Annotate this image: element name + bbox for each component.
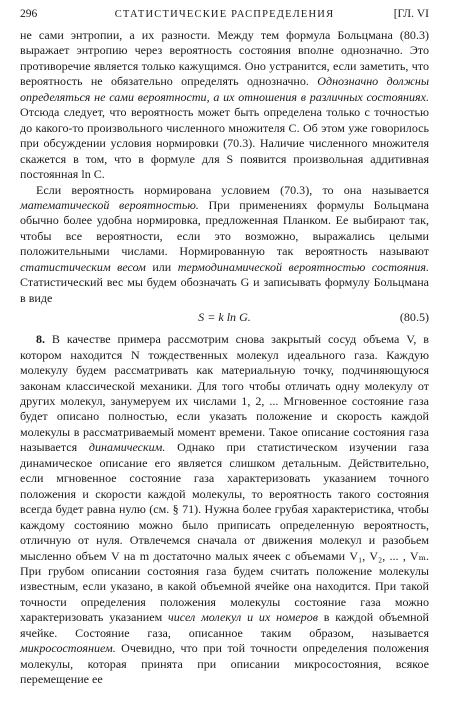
emphasis: динамическим. [88,440,166,455]
text-run: Однако при статистическом изучении газа динамическое описание его является слишком детальным. Действительно, если мгновенное состояние газа характеризовать указанием точного положения и скорости каждой молекулы, то вероятность такого состояния всегда будет равна нулю (см. § 71). Нужна более грубая характеристика, чтобы каждому состоянию можно было приписать определенную вероятность, отличную от нуля. Отвлечемся сначала от движения молекул и разобьем мысленно объем V на m достаточно малых ячеек с объемами V₁, V₂, ... , Vₘ. При грубом описании состояния газа будем считать положение молекулы известным, если указано, в какой объемной ячейке она находится. При такой точности определения положения молекулы состояние газа можно характеризовать указанием [20,440,429,625]
paragraph-statistical-weight [20,183,429,307]
emphasis: термодинамической вероятностью состояния. [177,259,429,274]
formula-80-5 [20,306,429,328]
running-header [20,8,429,26]
text-run: или [145,259,178,274]
emphasis: чисел молекул и их номеров [168,610,318,625]
page-number: 296 [20,8,38,20]
paragraph-example [20,332,429,687]
text-run: В качестве примера рассмотрим снова закрытый сосуд объема V, в котором находится N тождественных молекул идеального газа. Каждую молекулу будем рассматривать как материальную точку, подчиняющуюся законам классической механики. Для того чтобы отличать одну молекулу от других молекул, занумеруем их числами 1, 2, ... Мгновенное состояние газа будет описано полностью, если указать положение и скорость каждой молекулы в рассматриваемый момент времени. Такое описание состояния газа называется [20,332,429,455]
chapter-label: [ГЛ. VI [393,8,429,20]
emphasis: статистическим весом [20,259,146,274]
text-run: При применениях формулы Больцмана обычно более удобна нормировка, предложенная Планком. Ее выбирают так, чтобы все вероятности, если это возможно, выражались целыми положительными числами. Нормированную так вероятность называют [20,197,429,259]
text-run: Статистический вес мы будем обозначать G и записывать формулу Больцмана в виде [20,275,429,305]
formula-number: (80.5) [399,310,429,325]
formula-expression: S = k ln G. [198,310,251,325]
running-title: СТАТИСТИЧЕСКИЕ РАСПРЕДЕЛЕНИЯ [114,9,335,20]
emphasis: Однозначно должны определяться не сами вероятности, а их отношения в различных состояниях. [20,74,429,104]
text-run: Отсюда следует, что вероятность может быть определена только с точностью до какого-то произвольного численного множителя C. Об этом уже говорилось при обсуждении условия нормировки (70.3). Наличие численного множителя скажется в том, что в формуле для S появится произвольная аддитивная постоянная ln C. [20,105,429,182]
text-run: не сами энтропии, а их разности. Между тем формула Больцмана (80.3) выражает энтропию через вероятность состояния вполне однозначно. Это противоречие является только кажущимся. Оно устранится, если заметить, что вероятность не обязательно определять однозначно. [20,28,429,89]
text-run: Если вероятность нормирована условием (70.3), то она называется [36,182,429,197]
text-run: Очевидно, что при той точности определения положения молекулы, которая принята при описании микросостояния, всякое перемещение ее [20,641,429,687]
page-body [20,28,429,688]
section-number: 8. [36,332,46,347]
emphasis: математической вероятностью. [20,197,199,212]
emphasis: микросостоянием. [20,641,116,656]
text-run: в каждой объемной ячейке. Состояние газа, описанное таким образом, называется [20,610,429,640]
paragraph-entropy [20,28,429,183]
